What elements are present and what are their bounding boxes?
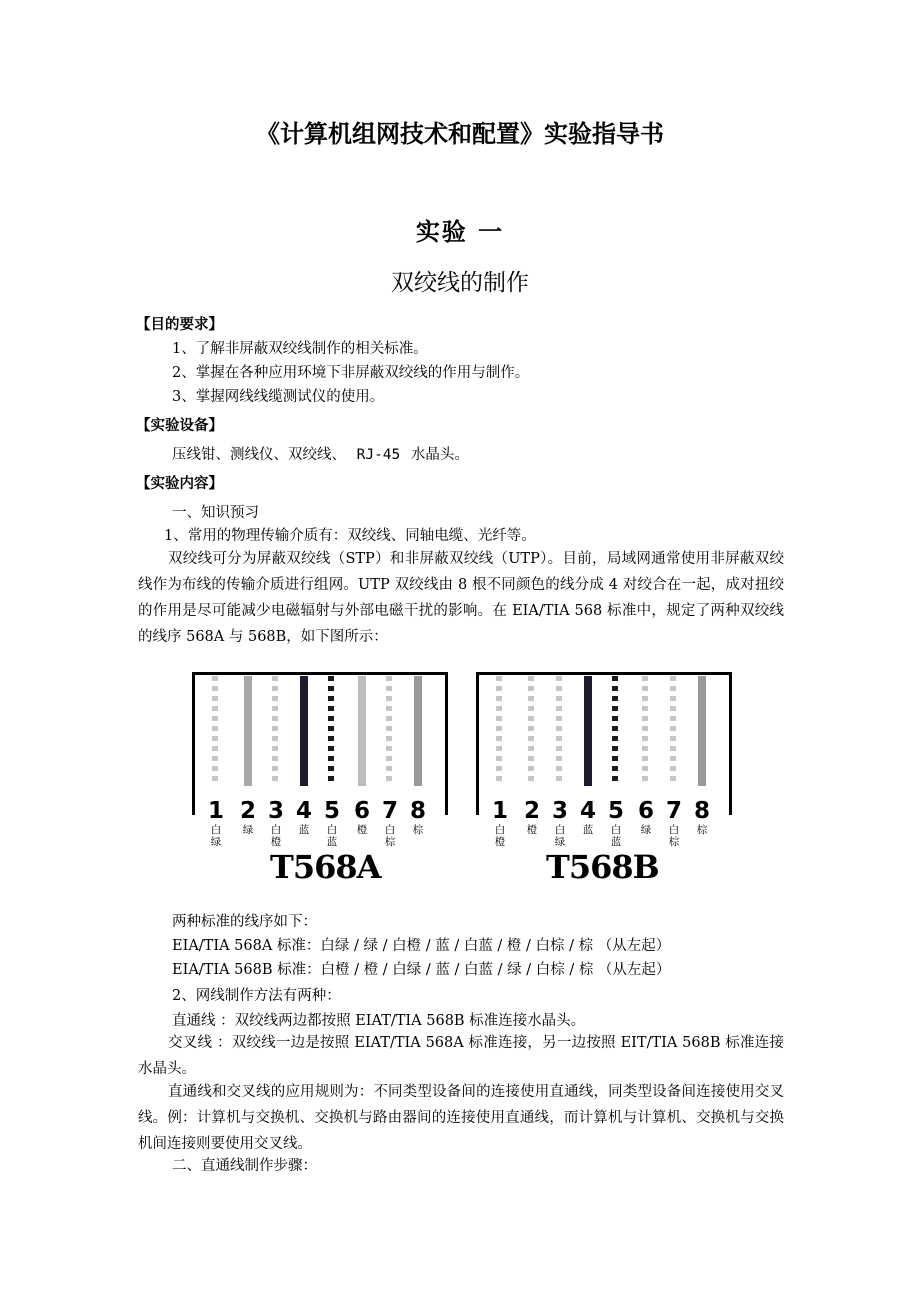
t568b-color-1: 白 橙 <box>494 824 506 848</box>
section-equipment-heading: 【实验设备】 <box>136 418 223 434</box>
section-content-heading: 【实验内容】 <box>136 476 223 492</box>
t568a-wire-6 <box>358 676 366 786</box>
goal-item-1: 1、了解非屏蔽双绞线制作的相关标准。 <box>172 341 428 357</box>
t568b-color-6: 绿 <box>640 824 652 836</box>
order-intro: 两种标准的线序如下： <box>172 914 317 930</box>
t568b-pin-3: 3 <box>551 798 568 824</box>
usage-rules: 直通线和交叉线的应用规则为：不同类型设备间的连接使用直通线，同类型设备间连接使用交叉线。例：计算机与交换机、交换机与路由器间的连接使用直通线，而计算机与计算机、交换机与交换机间连接则要使用交叉线。 <box>138 1084 784 1152</box>
t568b-wire-2 <box>528 676 534 786</box>
t568a-wire-3 <box>272 676 278 786</box>
t568a-label: T568A <box>270 848 381 886</box>
t568a-pin-6: 6 <box>353 798 370 824</box>
t568a-color-6: 橙 <box>356 824 368 836</box>
t568a-pin-4: 4 <box>295 798 312 824</box>
straight-through-def: 直通线 ：双绞线两边都按照 EIAT/TIA 568B 标准连接水晶头。 <box>172 1013 586 1029</box>
crossover-def: 交叉线 ：双绞线一边是按照 EIAT/TIA 568A 标准连接，另一边按照 EIT/TIA 568B 标准连接水晶头。 <box>138 1035 784 1077</box>
t568b-wire-6 <box>642 676 648 786</box>
t568b-color-4: 蓝 <box>582 824 594 836</box>
twisted-pair-paragraph: 双绞线可分为屏蔽双绞线（STP）和非屏蔽双绞线（UTP）。目前，局域网通常使用非屏蔽双绞线作为布线的传输介质进行组网。UTP 双绞线由 8 根不同颜色的线分成 4 对绞合在一起，成对扭绞的作用是尽可能减少电磁辐射与外部电磁干扰的影响。在 EIA/TIA 568 标准中，规定了两种双绞线的线序 568A 与 568B，如下图所示： <box>138 551 784 645</box>
t568b-wire-3 <box>556 676 562 786</box>
t568a-color-4: 蓝 <box>298 824 310 836</box>
t568a-pin-5: 5 <box>323 798 340 824</box>
t568a-color-5: 白 蓝 <box>326 824 338 848</box>
t568b-wire-8 <box>698 676 706 786</box>
t568b-pin-4: 4 <box>579 798 596 824</box>
section-goal-heading: 【目的要求】 <box>136 317 223 333</box>
t568a-wire-7 <box>386 676 392 786</box>
knowledge-preview: 一、知识预习 <box>172 505 259 521</box>
t568a-panel <box>186 664 450 896</box>
t568a-color-1: 白 绿 <box>210 824 222 848</box>
experiment-heading: 实验 一 <box>415 218 505 246</box>
t568a-color-8: 棕 <box>412 824 424 836</box>
t568b-pin-2: 2 <box>523 798 540 824</box>
methods-intro: 2、网线制作方法有两种： <box>172 988 341 1004</box>
wiring-diagram <box>186 664 734 896</box>
t568b-pin-6: 6 <box>637 798 654 824</box>
t568b-wire-1 <box>496 676 502 786</box>
order-568b: EIA/TIA 568B 标准：白橙 / 橙 / 白绿 / 蓝 / 白蓝 / 绿 / 白棕 / 棕 （从左起） <box>172 962 671 978</box>
goal-item-3: 3、掌握网线线缆测试仪的使用。 <box>172 389 385 405</box>
t568b-color-5: 白 蓝 <box>610 824 622 848</box>
t568b-wire-5 <box>612 676 618 786</box>
t568b-wire-4 <box>584 676 592 786</box>
step-two-heading: 二、直通线制作步骤： <box>172 1158 317 1174</box>
t568b-pin-1: 1 <box>491 798 508 824</box>
equipment-text-a: 压线钳、测线仪、双绞线、 <box>172 447 346 463</box>
t568b-color-8: 棕 <box>696 824 708 836</box>
t568a-color-3: 白 橙 <box>270 824 282 848</box>
equipment-list <box>172 445 469 465</box>
t568a-pin-1: 1 <box>207 798 224 824</box>
t568a-pin-8: 8 <box>409 798 426 824</box>
t568a-wire-5 <box>328 676 334 786</box>
t568a-pin-2: 2 <box>239 798 256 824</box>
transmission-media: 1、常用的物理传输介质有：双绞线、同轴电缆、光纤等。 <box>164 528 536 544</box>
t568b-wire-7 <box>670 676 676 786</box>
equipment-rj45: RJ-45 <box>356 447 401 463</box>
t568b-color-7: 白 棕 <box>668 824 680 848</box>
t568a-frame <box>192 672 448 815</box>
t568a-pin-3: 3 <box>267 798 284 824</box>
t568b-frame <box>476 672 732 815</box>
t568b-color-3: 白 绿 <box>554 824 566 848</box>
t568b-pin-5: 5 <box>607 798 624 824</box>
t568b-color-2: 橙 <box>526 824 538 836</box>
t568b-label: T568B <box>546 848 659 886</box>
t568a-color-7: 白 棕 <box>384 824 396 848</box>
t568a-pin-7: 7 <box>381 798 398 824</box>
equipment-text-c: 水晶头。 <box>410 447 469 463</box>
goal-item-2: 2、掌握在各种应用环境下非屏蔽双绞线的作用与制作。 <box>172 365 530 381</box>
t568a-wire-8 <box>414 676 422 786</box>
t568a-wire-4 <box>300 676 308 786</box>
t568b-pin-8: 8 <box>693 798 710 824</box>
order-568a: EIA/TIA 568A 标准：白绿 / 绿 / 白橙 / 蓝 / 白蓝 / 橙 / 白棕 / 棕 （从左起） <box>172 938 671 954</box>
experiment-subtitle: 双绞线的制作 <box>391 270 529 296</box>
t568b-pin-7: 7 <box>665 798 682 824</box>
t568a-wire-2 <box>244 676 252 786</box>
t568b-panel <box>470 664 734 896</box>
t568a-color-2: 绿 <box>242 824 254 836</box>
document-title: 《计算机组网技术和配置》实验指导书 <box>256 120 664 148</box>
t568a-wire-1 <box>212 676 218 786</box>
